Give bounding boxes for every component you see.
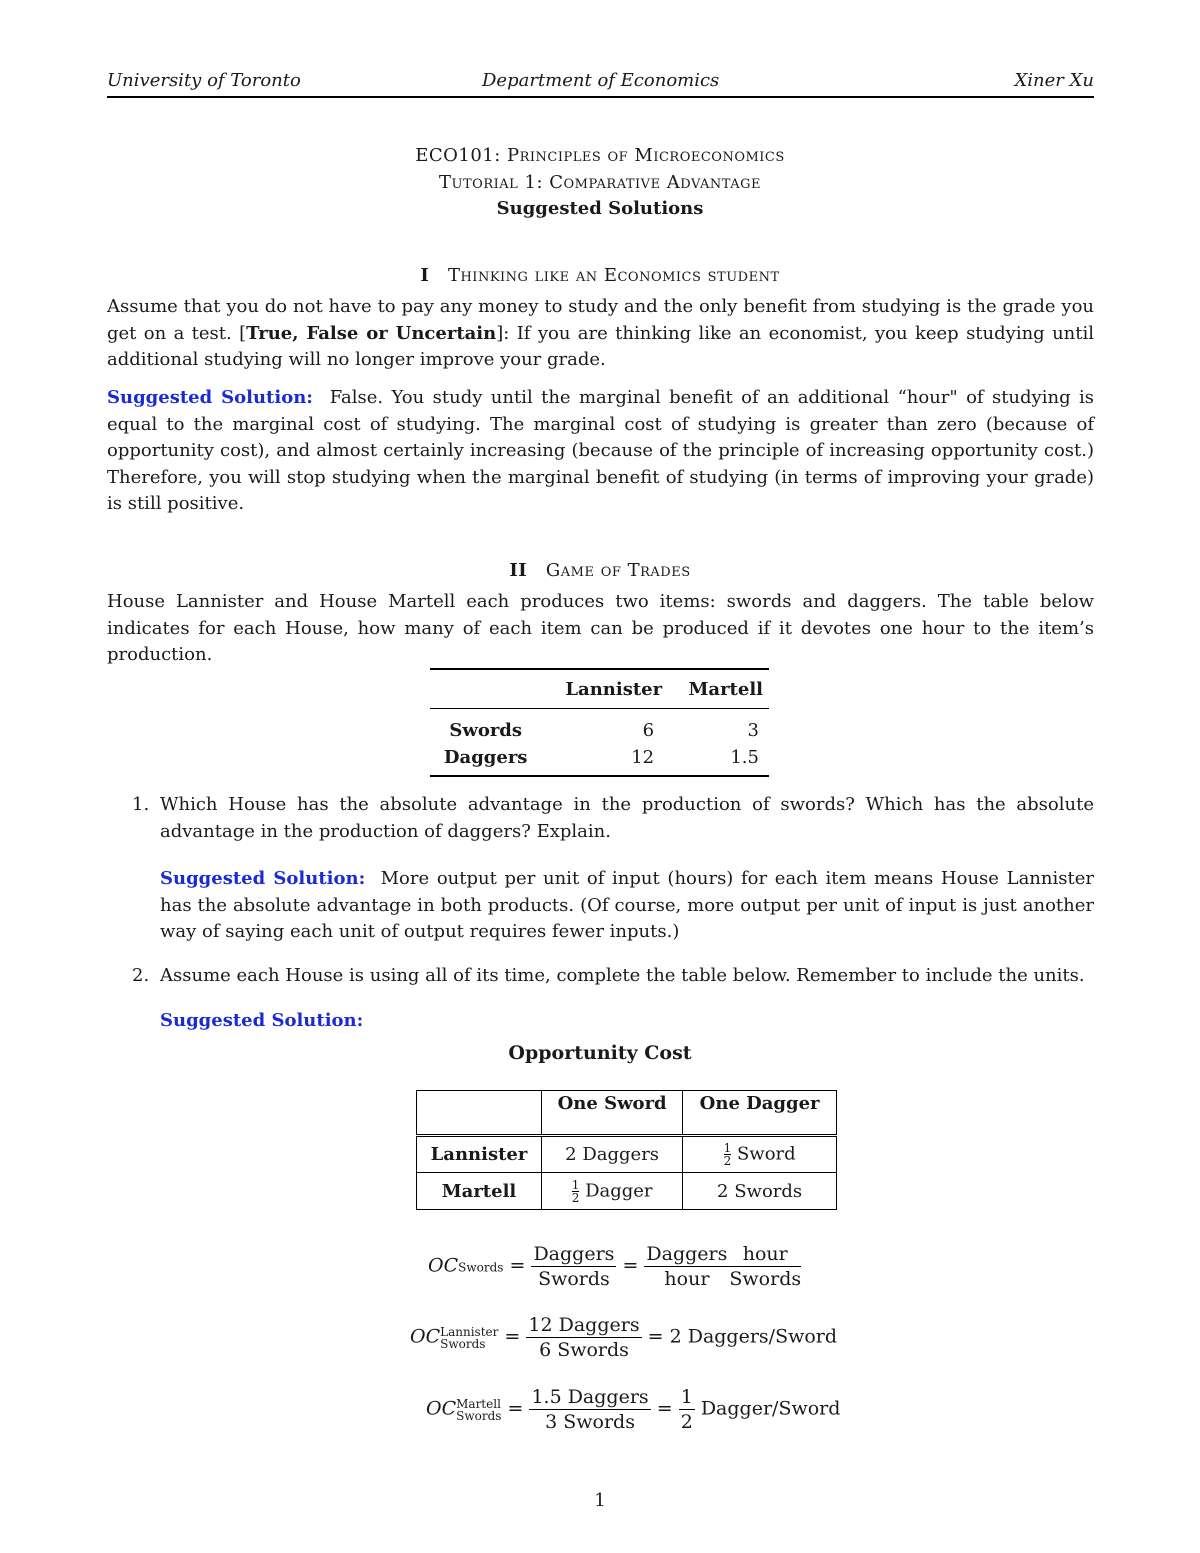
- numerator: hour: [729, 1242, 801, 1267]
- cell-text: 2 Daggers: [565, 1144, 660, 1165]
- tutorial-title: Tutorial 1: Comparative Advantage: [439, 172, 761, 193]
- table-row: [430, 744, 769, 776]
- numerator: Daggers: [646, 1243, 728, 1265]
- cell-text: Sword: [736, 1143, 796, 1165]
- header-department: Department of Economics: [482, 70, 720, 91]
- table-row: [430, 709, 769, 745]
- section-1-number: I: [420, 265, 430, 286]
- numerator: 1: [571, 1177, 580, 1192]
- document-subtitle: Suggested Solutions: [496, 198, 704, 219]
- equals-sign: =: [507, 1397, 524, 1420]
- result: = 2 Daggers/Sword: [647, 1325, 838, 1348]
- oc-symbol: OC: [428, 1254, 459, 1277]
- denominator: 2: [680, 1411, 693, 1433]
- production-table: [430, 668, 769, 777]
- page-number: 1: [594, 1490, 606, 1511]
- equals-sign: =: [504, 1325, 521, 1348]
- numerator: 1.5 Daggers: [531, 1386, 649, 1408]
- fraction: [572, 1179, 580, 1204]
- section-2-heading: [0, 560, 1200, 581]
- section-2-title: Game of Trades: [545, 560, 691, 581]
- table-row: [417, 1136, 837, 1173]
- oc-row-lannister: Lannister: [417, 1136, 542, 1173]
- equation-oc-definition: [428, 1242, 801, 1291]
- q1-solution-label: Suggested Solution:: [160, 868, 366, 889]
- denominator: 6 Swords: [539, 1339, 629, 1361]
- numerator: 12 Daggers: [528, 1314, 640, 1336]
- q2-text: Assume each House is using all of its time, complete the table below. Remember to include the units.: [160, 965, 1085, 986]
- running-header: [107, 68, 1094, 98]
- denominator: 3 Swords: [545, 1411, 635, 1433]
- table-header-row: [430, 669, 769, 709]
- unit: Dagger/Sword: [700, 1397, 841, 1420]
- cell-lannister-daggers: 12: [631, 747, 655, 768]
- subscript: Swords: [456, 1408, 502, 1423]
- equals-sign: =: [656, 1397, 673, 1420]
- oc-header-empty: [417, 1091, 542, 1136]
- fraction: [644, 1242, 729, 1291]
- section-2-intro: House Lannister and House Martell each produces two items: swords and daggers. The table below indicates for each House, how many of each item can be produced if it devotes one hour to the item’s production.: [107, 591, 1094, 665]
- section-1-title: Thinking like an Economics student: [447, 265, 780, 286]
- oc-symbol: OC: [410, 1325, 441, 1348]
- numerator: 1: [680, 1386, 693, 1408]
- table-header-lannister: Lannister: [565, 678, 663, 700]
- denominator: 2: [571, 1190, 580, 1205]
- oc-lannister-dagger: [683, 1136, 837, 1173]
- fraction: [531, 1242, 616, 1291]
- cell-lannister-swords: 6: [642, 720, 655, 741]
- solution-text: False. You study until the marginal benefit of an additional “hour" of studying is equal to the marginal cost of studying. The marginal cost of studying is greater than zero (because of opportunity cost), and almost certainly increasing (because of the principle of increasing opportunity cost.) Therefore, you will stop studying when the marginal benefit of studying (in terms of improving your grade) is still positive.: [107, 387, 1094, 514]
- q2-solution: [160, 1008, 1094, 1035]
- header-author: Xiner Xu: [1014, 70, 1094, 91]
- section-2-number: II: [509, 560, 528, 581]
- fraction: [529, 1385, 650, 1434]
- superscript: Martell: [456, 1396, 501, 1411]
- denominator: hour: [664, 1268, 710, 1290]
- solution-label: Suggested Solution:: [107, 387, 313, 408]
- oc-header-sword: One Sword: [542, 1091, 683, 1136]
- superscript: Lannister: [440, 1324, 499, 1339]
- sub-sup: [456, 1398, 501, 1422]
- oc-martell-sword: [542, 1173, 683, 1210]
- section-1-heading: [0, 265, 1200, 286]
- fraction: [729, 1242, 801, 1291]
- q2-solution-label: Suggested Solution:: [160, 1010, 364, 1031]
- header-university: University of Toronto: [107, 70, 301, 91]
- table-row: [417, 1173, 837, 1210]
- oc-header-dagger: One Dagger: [683, 1091, 837, 1136]
- numerator: Daggers: [533, 1243, 615, 1265]
- equation-oc-martell: [426, 1385, 840, 1434]
- q1-solution: [160, 866, 1094, 946]
- denominator: Swords: [538, 1268, 610, 1290]
- equation-oc-lannister: [410, 1313, 837, 1362]
- cell-martell-swords: 3: [747, 720, 759, 741]
- q2-number: 2.: [132, 965, 150, 986]
- q1-solution-text: More output per unit of input (hours) for each item means House Lannister has the absolute advantage in both products. (Of course, more output per unit of input is just another way of saying each unit of output requires fewer inputs.): [160, 868, 1094, 942]
- question-bold: True, False or Uncertain: [246, 322, 497, 344]
- row-label-daggers: Daggers: [443, 747, 528, 768]
- oc-symbol: OC: [426, 1397, 457, 1420]
- section-1-question: [107, 294, 1094, 374]
- cell-text: 2 Swords: [717, 1180, 803, 1202]
- numerator: 1: [723, 1141, 732, 1155]
- denominator: Swords: [729, 1268, 802, 1290]
- oc-martell-dagger: [683, 1173, 837, 1210]
- denominator: 2: [723, 1154, 732, 1168]
- question-text: Assume that you do not have to pay any money to study and the only benefit from studying is the grade you get on a test. [: [107, 296, 1094, 344]
- oc-subscript: Swords: [458, 1260, 504, 1275]
- fraction: [724, 1142, 732, 1167]
- question-text-2: ]: If you are thinking like an economist, you keep studying until additional studying will no longer improve your grade.: [107, 322, 1094, 370]
- row-label-swords: Swords: [449, 720, 523, 741]
- course-title: ECO101: Principles of Microeconomics: [415, 145, 785, 166]
- fraction: [679, 1385, 695, 1434]
- oc-row-martell: Martell: [417, 1173, 542, 1210]
- subscript: Swords: [440, 1336, 486, 1351]
- equals-sign: =: [509, 1254, 526, 1277]
- q1-text: Which House has the absolute advantage in the production of swords? Which has the absolute advantage in the production of daggers? Explain.: [160, 794, 1094, 842]
- section-1-solution: [107, 385, 1094, 518]
- q1-number: 1.: [132, 794, 150, 815]
- equals-sign: =: [622, 1254, 639, 1277]
- oc-table-title: Opportunity Cost: [508, 1042, 692, 1064]
- oc-header-row: [417, 1091, 837, 1136]
- cell-text: Dagger: [585, 1180, 653, 1201]
- table-header-empty: [430, 669, 541, 709]
- cell-martell-daggers: 1.5: [730, 747, 759, 768]
- oc-lannister-sword: [542, 1136, 683, 1173]
- fraction: [526, 1313, 641, 1362]
- opportunity-cost-table: [416, 1090, 837, 1210]
- table-header-martell: Martell: [688, 678, 763, 700]
- sub-sup: [440, 1326, 498, 1350]
